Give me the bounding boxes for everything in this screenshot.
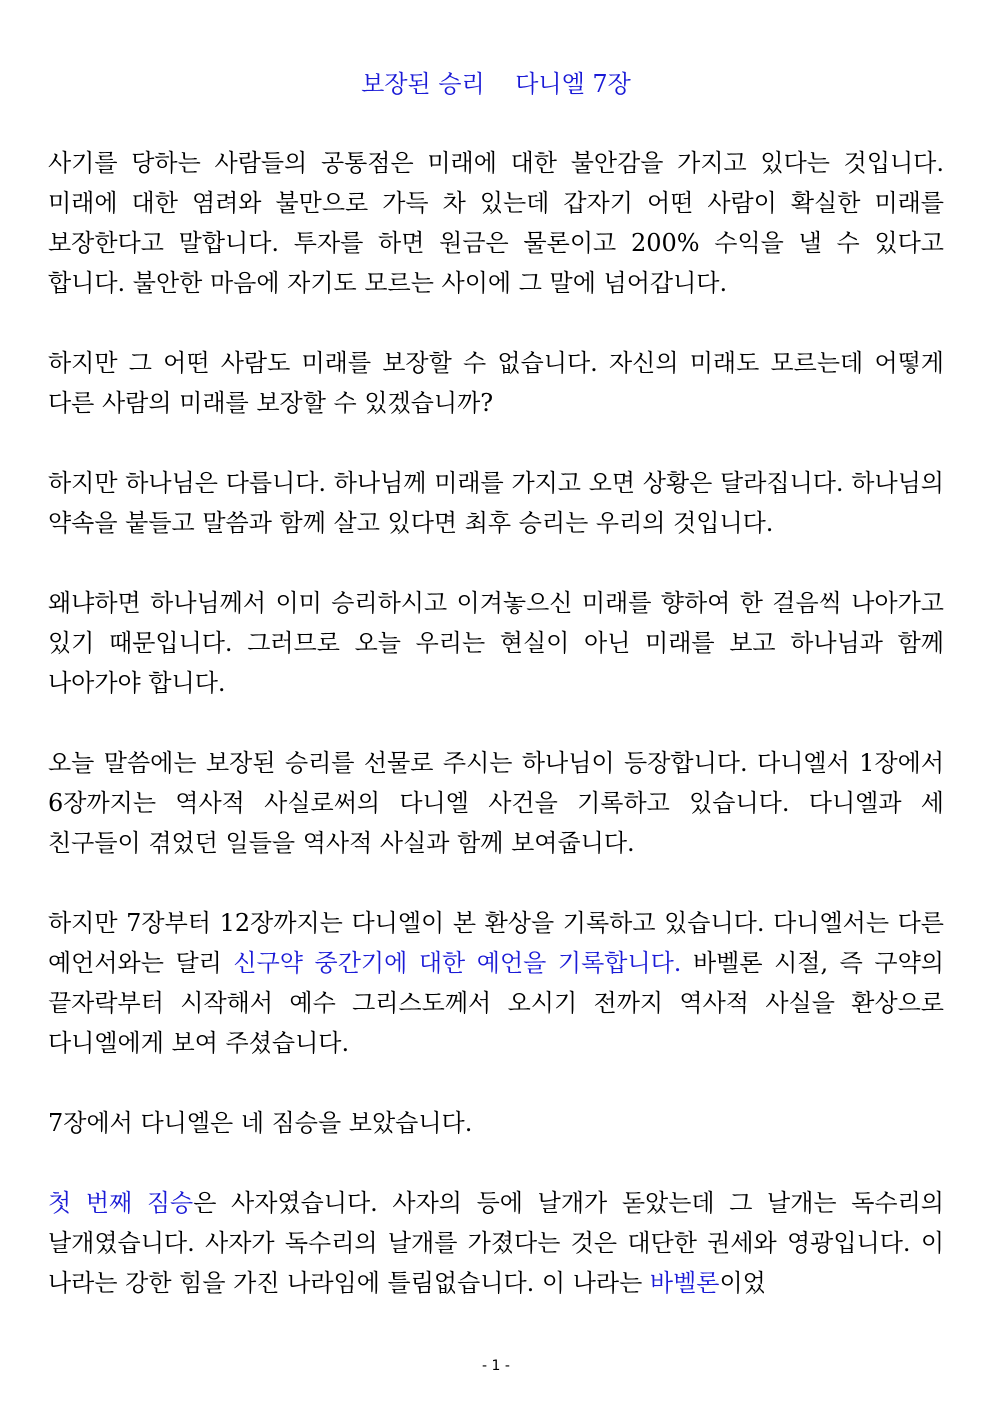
paragraph-6-text-after: 바벨론 시절, 즉 구약의 끝자락부터 시작해서 예수 그리스도께서 오시기 전까지 역사적 사실을 환상으로 다니엘에게 보여 주셨습니다. <box>48 949 944 1057</box>
paragraph-6-text-before: 하지만 7장부터 12장까지는 다니엘이 본 환상을 기록하고 있습니다. 다니엘서는 다른 예언서와는 달리 <box>48 909 944 977</box>
paragraph-5: 오늘 말씀에는 보장된 승리를 선물로 주시는 하나님이 등장합니다. 다니엘서 1장에서 6장까지는 역사적 사실로써의 다니엘 사건을 기록하고 있습니다. 다니엘과 세 친구들이 겪었던 일들을 역사적 사실과 함께 보여줍니다. <box>48 749 944 857</box>
paragraph-6-highlight: 신구약 중간기에 대한 예언을 기록합니다. <box>233 949 682 977</box>
paragraph-8-highlight-first-beast: 첫 번째 짐승 <box>48 1189 194 1217</box>
paragraph-8-highlight-babylon: 바벨론 <box>649 1269 720 1297</box>
paragraph-8-text-after: 이었 <box>719 1269 766 1297</box>
paragraph-7: 7장에서 다니엘은 네 짐승을 보았습니다. <box>48 1109 473 1137</box>
paragraph-3: 하지만 하나님은 다릅니다. 하나님께 미래를 가지고 오면 상황은 달라집니다. 하나님의 약속을 붙들고 말씀과 함께 살고 있다면 최후 승리는 우리의 것입니다. <box>48 469 944 537</box>
paragraph-6 <box>48 903 944 1063</box>
paragraph-1: 사기를 당하는 사람들의 공통점은 미래에 대한 불안감을 가지고 있다는 것입니다. 미래에 대한 염려와 불만으로 가득 차 있는데 갑자기 어떤 사람이 확실한 미래를 보장한다고 말합니다. 투자를 하면 원금은 물론이고 200% 수익을 낼 수 있다고 합니다. 불안한 마음에 자기도 모르는 사이에 그 말에 넘어갑니다. <box>48 149 944 297</box>
document-body <box>48 143 944 1343</box>
paragraph-8-text-middle: 은 사자였습니다. 사자의 등에 날개가 돋았는데 그 날개는 독수리의 날개였습니다. 사자가 독수리의 날개를 가졌다는 것은 대단한 권세와 영광입니다. 이 나라는 강한 힘을 가진 나라임에 틀림없습니다. 이 나라는 <box>48 1189 944 1297</box>
document-title: 보장된 승리 다니엘 7장 <box>361 70 631 98</box>
paragraph-8 <box>48 1183 944 1303</box>
paragraph-2: 하지만 그 어떤 사람도 미래를 보장할 수 없습니다. 자신의 미래도 모르는데 어떻게 다른 사람의 미래를 보장할 수 있겠습니까? <box>48 349 944 417</box>
paragraph-4: 왜냐하면 하나님께서 이미 승리하시고 이겨놓으신 미래를 향하여 한 걸음씩 나아가고 있기 때문입니다. 그러므로 오늘 우리는 현실이 아닌 미래를 보고 하나님과 함께 나아가야 합니다. <box>48 589 944 697</box>
page-number: - 1 - <box>482 1358 510 1374</box>
